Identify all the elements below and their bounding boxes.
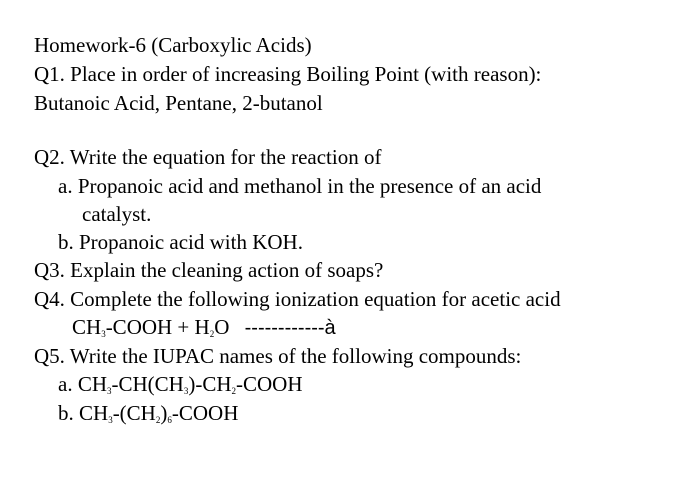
formula-part: b. CH bbox=[58, 401, 109, 425]
equation-ch: CH bbox=[72, 315, 102, 339]
question-4-equation bbox=[72, 315, 336, 340]
formula-part: -COOH bbox=[236, 372, 303, 396]
question-1-items: Butanoic Acid, Pentane, 2-butanol bbox=[34, 91, 323, 115]
question-5a-formula bbox=[58, 372, 303, 396]
formula-part: -COOH bbox=[171, 401, 239, 425]
formula-part: a. CH bbox=[58, 372, 107, 396]
question-1-prompt: Q1. Place in order of increasing Boiling Point (with reason): bbox=[34, 62, 542, 86]
formula-subscript: 6 bbox=[167, 415, 172, 425]
formula-part: )-CH bbox=[188, 372, 232, 396]
formula-subscript: 3 bbox=[107, 386, 112, 396]
formula-subscript: 2 bbox=[231, 386, 237, 396]
question-2-prompt: Q2. Write the equation for the reaction of bbox=[34, 145, 382, 169]
formula-part: -CH(CH bbox=[111, 372, 184, 396]
question-5b-formula bbox=[58, 401, 238, 425]
question-2a-line-1: a. Propanoic acid and methanol in the presence of an acid bbox=[58, 174, 542, 198]
question-5-prompt: Q5. Write the IUPAC names of the following compounds: bbox=[34, 344, 522, 368]
formula-subscript: 3 bbox=[108, 415, 113, 425]
formula-subscript: 3 bbox=[183, 386, 189, 396]
equation-arrow: ------------à bbox=[244, 317, 336, 339]
equation-o: O bbox=[214, 315, 230, 339]
question-2b: b. Propanoic acid with KOH. bbox=[58, 230, 303, 254]
equation-subscript: 3 bbox=[101, 329, 106, 339]
formula-subscript: 2 bbox=[155, 415, 161, 425]
equation-subscript: 2 bbox=[209, 329, 215, 339]
formula-part: -(CH bbox=[112, 401, 156, 425]
question-4-prompt: Q4. Complete the following ionization equation for acetic acid bbox=[34, 287, 561, 311]
formula-part: ) bbox=[160, 401, 168, 425]
question-3-prompt: Q3. Explain the cleaning action of soaps? bbox=[34, 258, 384, 282]
document-title: Homework-6 (Carboxylic Acids) bbox=[34, 33, 312, 57]
equation-cooh: -COOH + H bbox=[105, 315, 210, 339]
question-2a-line-2: catalyst. bbox=[82, 202, 152, 226]
